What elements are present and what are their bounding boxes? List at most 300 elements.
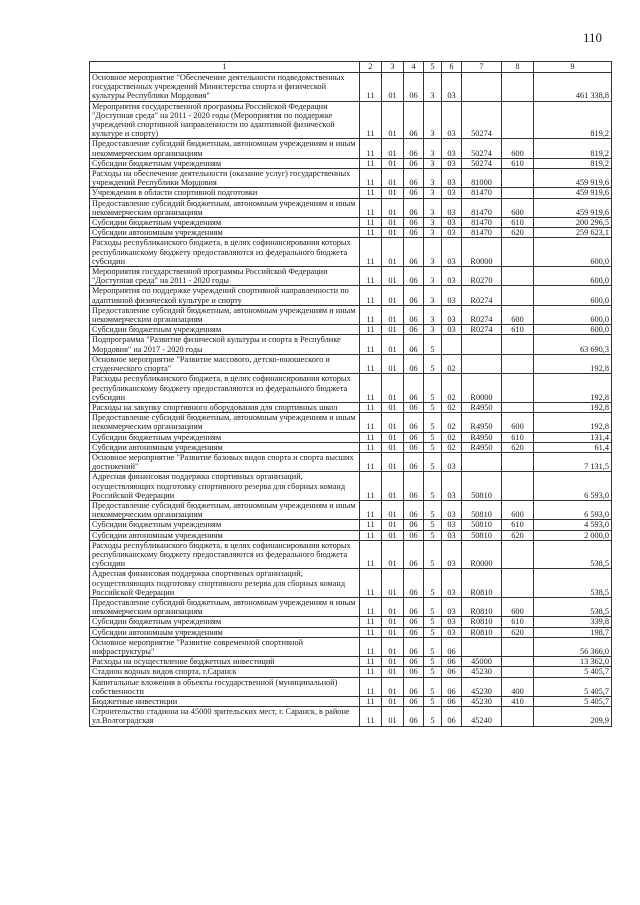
- table-header-row: [90, 62, 612, 73]
- code-cell: [462, 73, 502, 102]
- code-cell: 11: [360, 228, 382, 238]
- code-cell: 01: [382, 335, 404, 354]
- code-cell: 01: [382, 73, 404, 102]
- code-cell: [502, 188, 534, 198]
- code-cell: 01: [382, 569, 404, 598]
- table-row: [90, 432, 612, 442]
- code-cell: 01: [382, 442, 404, 452]
- column-header: 1: [90, 62, 360, 73]
- amount-cell: 192,8: [534, 354, 612, 373]
- code-cell: 11: [360, 569, 382, 598]
- code-cell: 03: [442, 238, 462, 267]
- code-cell: 03: [442, 627, 462, 637]
- code-cell: 3: [424, 169, 442, 188]
- table-row: [90, 325, 612, 335]
- code-cell: 11: [360, 267, 382, 286]
- code-cell: 03: [442, 569, 462, 598]
- code-cell: 03: [442, 530, 462, 540]
- code-cell: 06: [404, 530, 424, 540]
- code-cell: 5: [424, 452, 442, 471]
- row-name-cell: Предоставление субсидий бюджетным, автономным учреждениям и иным некоммерческим организациям: [90, 198, 360, 217]
- row-name-cell: Бюджетные инвестиции: [90, 697, 360, 707]
- code-cell: [502, 238, 534, 267]
- code-cell: 03: [442, 198, 462, 217]
- code-cell: 3: [424, 218, 442, 228]
- code-cell: 5: [424, 335, 442, 354]
- code-cell: 06: [442, 677, 462, 696]
- code-cell: 81470: [462, 218, 502, 228]
- code-cell: 06: [404, 73, 424, 102]
- table-row: [90, 627, 612, 637]
- code-cell: 01: [382, 169, 404, 188]
- code-cell: 50810: [462, 500, 502, 519]
- code-cell: 400: [502, 677, 534, 696]
- table-row: [90, 228, 612, 238]
- code-cell: 5: [424, 500, 442, 519]
- amount-cell: 600,0: [534, 286, 612, 305]
- code-cell: 01: [382, 188, 404, 198]
- code-cell: 11: [360, 238, 382, 267]
- code-cell: 01: [382, 413, 404, 432]
- code-cell: 5: [424, 442, 442, 452]
- row-name-cell: Субсидии бюджетным учреждениям: [90, 520, 360, 530]
- row-name-cell: Субсидии автономным учреждениям: [90, 228, 360, 238]
- code-cell: 03: [442, 139, 462, 158]
- code-cell: 03: [442, 228, 462, 238]
- table-row: [90, 540, 612, 569]
- table-row: [90, 286, 612, 305]
- code-cell: 06: [404, 267, 424, 286]
- code-cell: 3: [424, 188, 442, 198]
- code-cell: 11: [360, 169, 382, 188]
- code-cell: 11: [360, 677, 382, 696]
- row-name-cell: Учреждения в области спортивной подготовки: [90, 188, 360, 198]
- code-cell: 01: [382, 402, 404, 412]
- code-cell: [502, 472, 534, 501]
- column-header: 7: [462, 62, 502, 73]
- code-cell: 5: [424, 627, 442, 637]
- code-cell: R0270: [462, 267, 502, 286]
- code-cell: 06: [404, 569, 424, 598]
- code-cell: 5: [424, 432, 442, 442]
- row-name-cell: Предоставление субсидий бюджетным, автономным учреждениям и иным некоммерческим организациям: [90, 413, 360, 432]
- code-cell: 81000: [462, 169, 502, 188]
- code-cell: 02: [442, 374, 462, 403]
- code-cell: 01: [382, 520, 404, 530]
- code-cell: 3: [424, 158, 442, 168]
- table-row: [90, 335, 612, 354]
- code-cell: 3: [424, 325, 442, 335]
- amount-cell: 61,4: [534, 442, 612, 452]
- code-cell: R0274: [462, 305, 502, 324]
- table-row: [90, 305, 612, 324]
- code-cell: 5: [424, 472, 442, 501]
- code-cell: 610: [502, 520, 534, 530]
- code-cell: 01: [382, 432, 404, 442]
- row-name-cell: Подпрограмма "Развитие физической культуры и спорта в Республике Мордовия" на 2017 - 2020 годы: [90, 335, 360, 354]
- table-row: [90, 238, 612, 267]
- table-row: [90, 442, 612, 452]
- code-cell: 45240: [462, 707, 502, 726]
- code-cell: 5: [424, 569, 442, 598]
- code-cell: 01: [382, 354, 404, 373]
- row-name-cell: Мероприятия по поддержке учреждений спортивной направленности по адаптивной физической культуре и спорту: [90, 286, 360, 305]
- code-cell: 06: [404, 228, 424, 238]
- code-cell: [502, 354, 534, 373]
- row-name-cell: Субсидии бюджетным учреждениям: [90, 325, 360, 335]
- code-cell: 03: [442, 617, 462, 627]
- code-cell: 03: [442, 188, 462, 198]
- code-cell: 03: [442, 158, 462, 168]
- code-cell: 01: [382, 198, 404, 217]
- code-cell: 3: [424, 198, 442, 217]
- column-header: 2: [360, 62, 382, 73]
- code-cell: 01: [382, 540, 404, 569]
- column-header: 9: [534, 62, 612, 73]
- code-cell: 06: [442, 637, 462, 656]
- code-cell: 5: [424, 707, 442, 726]
- code-cell: 5: [424, 374, 442, 403]
- table-row: [90, 374, 612, 403]
- code-cell: 600: [502, 139, 534, 158]
- column-header: 3: [382, 62, 404, 73]
- code-cell: 03: [442, 305, 462, 324]
- code-cell: 06: [404, 452, 424, 471]
- table-row: [90, 472, 612, 501]
- code-cell: 11: [360, 354, 382, 373]
- amount-cell: 192,8: [534, 374, 612, 403]
- row-name-cell: Предоставление субсидий бюджетным, автономным учреждениям и иным некоммерческим организациям: [90, 500, 360, 519]
- amount-cell: 538,5: [534, 569, 612, 598]
- code-cell: 11: [360, 667, 382, 677]
- code-cell: 11: [360, 627, 382, 637]
- amount-cell: 600,0: [534, 305, 612, 324]
- code-cell: 01: [382, 452, 404, 471]
- code-cell: 5: [424, 657, 442, 667]
- code-cell: 06: [404, 402, 424, 412]
- row-name-cell: Основное мероприятие "Развитие базовых видов спорта и спорта высших достижений": [90, 452, 360, 471]
- code-cell: 5: [424, 520, 442, 530]
- code-cell: 03: [442, 286, 462, 305]
- table-row: [90, 597, 612, 616]
- code-cell: 01: [382, 101, 404, 139]
- code-cell: 11: [360, 73, 382, 102]
- row-name-cell: Основное мероприятие "Развитие массового, детско-юношеского и студенческого спорта": [90, 354, 360, 373]
- row-name-cell: Расходы республиканского бюджета, в целях софинансирования которых республиканскому бюджету предоставляются из федерального бюджета субсидии: [90, 238, 360, 267]
- amount-cell: 192,8: [534, 413, 612, 432]
- code-cell: 11: [360, 335, 382, 354]
- code-cell: 06: [404, 413, 424, 432]
- code-cell: 06: [404, 374, 424, 403]
- code-cell: 5: [424, 402, 442, 412]
- table-row: [90, 218, 612, 228]
- code-cell: 11: [360, 707, 382, 726]
- table-row: [90, 139, 612, 158]
- code-cell: R0810: [462, 627, 502, 637]
- code-cell: 06: [404, 540, 424, 569]
- code-cell: 11: [360, 540, 382, 569]
- table-row: [90, 520, 612, 530]
- code-cell: 3: [424, 139, 442, 158]
- code-cell: 11: [360, 657, 382, 667]
- code-cell: 06: [404, 637, 424, 656]
- code-cell: 600: [502, 198, 534, 217]
- code-cell: R0810: [462, 617, 502, 627]
- table-row: [90, 413, 612, 432]
- code-cell: 01: [382, 305, 404, 324]
- code-cell: 3: [424, 101, 442, 139]
- amount-cell: 538,5: [534, 540, 612, 569]
- code-cell: R4950: [462, 402, 502, 412]
- column-header: 8: [502, 62, 534, 73]
- code-cell: 03: [442, 267, 462, 286]
- code-cell: 11: [360, 442, 382, 452]
- code-cell: [502, 335, 534, 354]
- amount-cell: 2 000,0: [534, 530, 612, 540]
- code-cell: 03: [442, 597, 462, 616]
- code-cell: [462, 354, 502, 373]
- code-cell: 06: [442, 657, 462, 667]
- code-cell: 5: [424, 637, 442, 656]
- code-cell: 01: [382, 218, 404, 228]
- table-row: [90, 617, 612, 627]
- code-cell: 01: [382, 667, 404, 677]
- row-name-cell: Субсидии бюджетным учреждениям: [90, 432, 360, 442]
- code-cell: R4950: [462, 432, 502, 442]
- code-cell: 06: [442, 667, 462, 677]
- table-row: [90, 667, 612, 677]
- code-cell: 06: [404, 354, 424, 373]
- code-cell: 03: [442, 472, 462, 501]
- code-cell: 620: [502, 530, 534, 540]
- row-name-cell: Стадион водных видов спорта, г.Саранск: [90, 667, 360, 677]
- code-cell: 11: [360, 432, 382, 442]
- code-cell: 11: [360, 374, 382, 403]
- code-cell: 06: [404, 325, 424, 335]
- amount-cell: 459 919,6: [534, 188, 612, 198]
- code-cell: 06: [404, 707, 424, 726]
- code-cell: 5: [424, 677, 442, 696]
- code-cell: [502, 402, 534, 412]
- code-cell: [462, 335, 502, 354]
- amount-cell: 5 405,7: [534, 667, 612, 677]
- code-cell: R0274: [462, 286, 502, 305]
- amount-cell: 600,0: [534, 325, 612, 335]
- code-cell: [502, 707, 534, 726]
- code-cell: 45000: [462, 657, 502, 667]
- code-cell: 81470: [462, 188, 502, 198]
- row-name-cell: Расходы республиканского бюджета, в целях софинансирования которых республиканскому бюджету предоставляются из федерального бюджета субсидии: [90, 540, 360, 569]
- row-name-cell: Капитальные вложения в объекты государственной (муниципальной) собственности: [90, 677, 360, 696]
- amount-cell: 4 593,0: [534, 520, 612, 530]
- code-cell: R0000: [462, 374, 502, 403]
- code-cell: 620: [502, 228, 534, 238]
- code-cell: [502, 657, 534, 667]
- row-name-cell: Предоставление субсидий бюджетным, автономным учреждениям и иным некоммерческим организациям: [90, 139, 360, 158]
- column-header: 5: [424, 62, 442, 73]
- code-cell: 06: [404, 305, 424, 324]
- code-cell: 03: [442, 540, 462, 569]
- code-cell: 03: [442, 325, 462, 335]
- code-cell: R4950: [462, 413, 502, 432]
- row-name-cell: Основное мероприятие "Обеспечение деятельности подведомственных государственных учреждений Министерства спорта и физической культуры Республики Мордовия": [90, 73, 360, 102]
- code-cell: 06: [404, 139, 424, 158]
- code-cell: 01: [382, 617, 404, 627]
- column-header: 6: [442, 62, 462, 73]
- row-name-cell: Субсидии бюджетным учреждениям: [90, 158, 360, 168]
- amount-cell: 192,8: [534, 402, 612, 412]
- code-cell: [502, 569, 534, 598]
- code-cell: 03: [442, 500, 462, 519]
- code-cell: 06: [404, 198, 424, 217]
- code-cell: 03: [442, 73, 462, 102]
- code-cell: 01: [382, 627, 404, 637]
- code-cell: 01: [382, 500, 404, 519]
- code-cell: R0810: [462, 597, 502, 616]
- row-name-cell: Расходы республиканского бюджета, в целях софинансирования которых республиканскому бюджету предоставляются из федерального бюджета субсидии: [90, 374, 360, 403]
- code-cell: 01: [382, 238, 404, 267]
- code-cell: 02: [442, 413, 462, 432]
- code-cell: 11: [360, 218, 382, 228]
- code-cell: 06: [404, 657, 424, 667]
- code-cell: 06: [442, 707, 462, 726]
- code-cell: 11: [360, 139, 382, 158]
- amount-cell: 461 338,8: [534, 73, 612, 102]
- table-row: [90, 569, 612, 598]
- code-cell: 01: [382, 697, 404, 707]
- code-cell: 06: [404, 169, 424, 188]
- code-cell: 02: [442, 442, 462, 452]
- code-cell: 5: [424, 597, 442, 616]
- code-cell: 01: [382, 530, 404, 540]
- row-name-cell: Строительство стадиона на 45000 зрительских мест, г. Саранск, в районе ул.Волгоградская: [90, 707, 360, 726]
- code-cell: 06: [404, 617, 424, 627]
- table-row: [90, 530, 612, 540]
- amount-cell: 6 593,0: [534, 472, 612, 501]
- code-cell: 620: [502, 442, 534, 452]
- table-row: [90, 677, 612, 696]
- amount-cell: 56 366,0: [534, 637, 612, 656]
- code-cell: [502, 452, 534, 471]
- column-header: 4: [404, 62, 424, 73]
- code-cell: 06: [442, 697, 462, 707]
- page-number: 110: [583, 30, 603, 45]
- code-cell: 06: [404, 286, 424, 305]
- code-cell: 5: [424, 354, 442, 373]
- code-cell: 11: [360, 617, 382, 627]
- code-cell: 600: [502, 413, 534, 432]
- row-name-cell: Мероприятия государственной программы Российской Федерации "Доступная среда" на 2011 - 2020 годы (Мероприятия по поддержке учреждений спортивной направленности по адаптивной физической культуре и спорту): [90, 101, 360, 139]
- table-row: [90, 158, 612, 168]
- amount-cell: 131,4: [534, 432, 612, 442]
- code-cell: [502, 286, 534, 305]
- code-cell: 01: [382, 597, 404, 616]
- code-cell: 11: [360, 158, 382, 168]
- code-cell: 11: [360, 637, 382, 656]
- code-cell: 620: [502, 627, 534, 637]
- code-cell: 3: [424, 228, 442, 238]
- code-cell: [502, 73, 534, 102]
- code-cell: 03: [442, 169, 462, 188]
- code-cell: [502, 667, 534, 677]
- code-cell: 06: [404, 158, 424, 168]
- row-name-cell: Субсидии автономным учреждениям: [90, 627, 360, 637]
- budget-table: [89, 61, 612, 727]
- amount-cell: 600,0: [534, 267, 612, 286]
- row-name-cell: Адресная финансовая поддержка спортивных организаций, осуществляющих подготовку спортивного резерва для сборных команд Российской Федерации: [90, 569, 360, 598]
- code-cell: 06: [404, 218, 424, 228]
- code-cell: 11: [360, 402, 382, 412]
- row-name-cell: Предоставление субсидий бюджетным, автономным учреждениям и иным некоммерческим организациям: [90, 597, 360, 616]
- row-name-cell: Расходы на обеспечение деятельности (оказание услуг) государственных учреждений Республики Мордовия: [90, 169, 360, 188]
- code-cell: [442, 335, 462, 354]
- code-cell: 410: [502, 697, 534, 707]
- code-cell: 06: [404, 597, 424, 616]
- amount-cell: 459 919,6: [534, 198, 612, 217]
- code-cell: 11: [360, 472, 382, 501]
- code-cell: 06: [404, 667, 424, 677]
- table-row: [90, 707, 612, 726]
- code-cell: 11: [360, 697, 382, 707]
- code-cell: 45230: [462, 667, 502, 677]
- row-name-cell: Субсидии автономным учреждениям: [90, 530, 360, 540]
- table-row: [90, 188, 612, 198]
- code-cell: R0000: [462, 238, 502, 267]
- code-cell: [462, 637, 502, 656]
- code-cell: 50810: [462, 472, 502, 501]
- table-body: [90, 73, 612, 727]
- code-cell: 3: [424, 286, 442, 305]
- amount-cell: 819,2: [534, 139, 612, 158]
- table-row: [90, 452, 612, 471]
- code-cell: R0810: [462, 569, 502, 598]
- code-cell: 01: [382, 677, 404, 696]
- table-row: [90, 198, 612, 217]
- code-cell: R4950: [462, 442, 502, 452]
- code-cell: [502, 637, 534, 656]
- amount-cell: 459 919,6: [534, 169, 612, 188]
- code-cell: 06: [404, 238, 424, 267]
- table-row: [90, 402, 612, 412]
- code-cell: 11: [360, 452, 382, 471]
- code-cell: 3: [424, 267, 442, 286]
- table-row: [90, 657, 612, 667]
- code-cell: 3: [424, 238, 442, 267]
- code-cell: 02: [442, 432, 462, 442]
- code-cell: 02: [442, 354, 462, 373]
- code-cell: 600: [502, 597, 534, 616]
- amount-cell: 209,9: [534, 707, 612, 726]
- amount-cell: 600,0: [534, 238, 612, 267]
- row-name-cell: Расходы на закупку спортивного оборудования для спортивных школ: [90, 402, 360, 412]
- code-cell: 50274: [462, 101, 502, 139]
- table-row: [90, 73, 612, 102]
- code-cell: [502, 267, 534, 286]
- code-cell: 06: [404, 101, 424, 139]
- code-cell: 01: [382, 325, 404, 335]
- amount-cell: 13 362,0: [534, 657, 612, 667]
- code-cell: 5: [424, 530, 442, 540]
- code-cell: 01: [382, 267, 404, 286]
- code-cell: 50274: [462, 139, 502, 158]
- code-cell: 5: [424, 697, 442, 707]
- row-name-cell: Мероприятия государственной программы Российской Федерации "Доступная среда" на 2011 - 2020 годы: [90, 267, 360, 286]
- code-cell: 11: [360, 597, 382, 616]
- code-cell: 01: [382, 286, 404, 305]
- code-cell: [502, 101, 534, 139]
- code-cell: [502, 540, 534, 569]
- code-cell: 11: [360, 530, 382, 540]
